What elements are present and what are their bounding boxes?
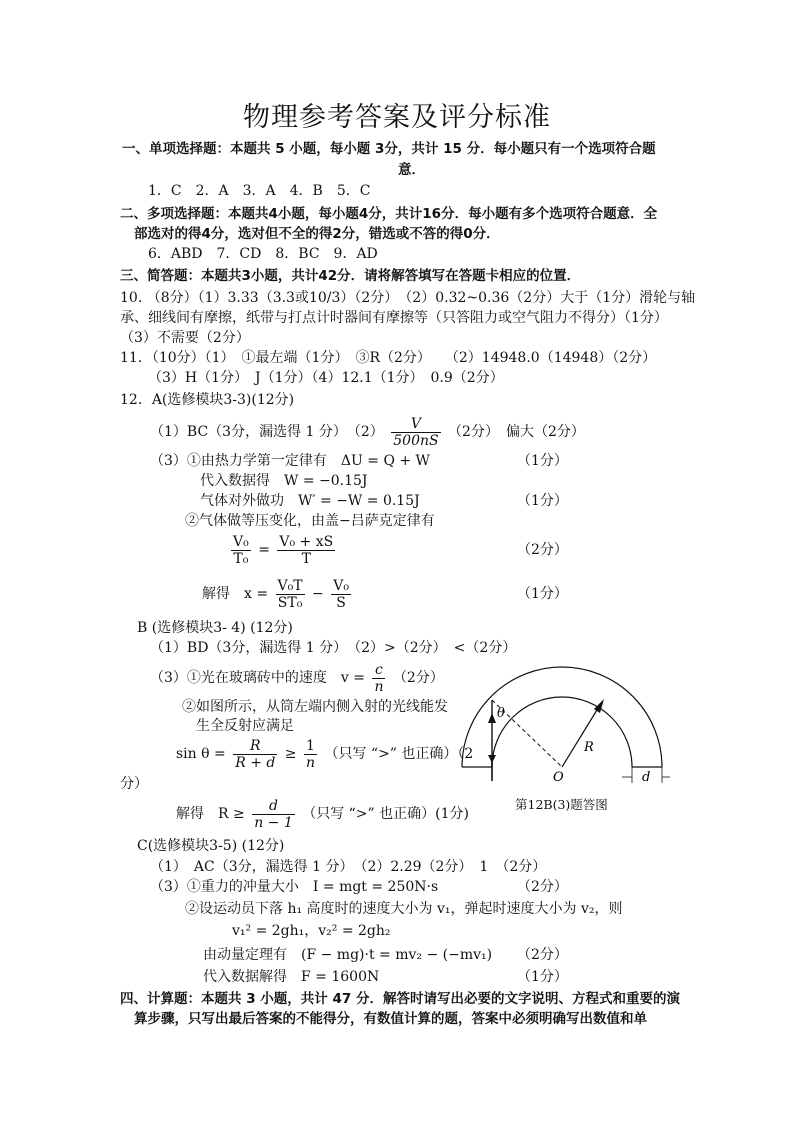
q12a-gay-lussac-equation	[228, 530, 338, 570]
section-1-answers: 1．C 2．A 3．A 4．B 5．C	[148, 183, 371, 199]
fraction-numerator: V	[391, 416, 440, 433]
section-2-heading: 二、多项选择题：本题共4小题，每小题4分，共计16分．每小题有多个选项符合题意．全	[120, 206, 658, 222]
fraction-denominator: S	[336, 594, 346, 611]
sin-note: （只写 “>” 也正确）（2	[324, 746, 474, 762]
page-title: 物理参考答案及评分标准	[243, 102, 551, 133]
radius-label: R	[584, 740, 594, 755]
figure-caption: 第12B(3)题答图	[515, 797, 608, 812]
radius-line	[562, 705, 600, 767]
score-label: （2分）	[517, 947, 568, 963]
fraction-numerator: V₀ + xS	[279, 533, 334, 550]
q12a-part-3-line-4: ②气体做等压变化，由盖−吕萨克定律有	[185, 513, 435, 529]
q10-line-3: （3）不需要（2分）	[120, 330, 250, 346]
solution-label: 解得 R ≥	[176, 806, 245, 822]
solution-note: （只写 “>” 也正确）(1分)	[302, 806, 469, 822]
q12a-solution	[202, 574, 354, 614]
q12b-part-3-line-3: 生全反射应满足	[196, 718, 294, 734]
fraction-denominator: n − 1	[254, 814, 293, 831]
center-label: O	[553, 770, 564, 785]
section-4-heading: 四、计算题：本题共 3 小题，共计 47 分．解答时请写出必要的文字说明、方程式和重要的演	[120, 991, 680, 1007]
q12b-heading: B (选修模块3- 4) (12分)	[137, 620, 293, 636]
sin-label: sin θ =	[176, 746, 226, 762]
fraction-denominator: T₀	[233, 550, 249, 567]
q11-line-1: 11．（10分）（1） ①最左端（1分） ③R（2分） （2）14948.0（14948）（2分）	[120, 350, 657, 366]
q11-line-2: （3）H（1分） J（1分）（4）12.1（1分） 0.9（2分）	[148, 370, 504, 386]
section-2-answers: 6．ABD 7．CD 8．BC 9．AD	[148, 246, 378, 262]
fraction-lhs	[231, 534, 251, 567]
fraction-denominator: 500nS	[393, 432, 439, 449]
q12a-part-3-line-1: （3）①由热力学第一定律有 ΔU = Q + W	[150, 453, 430, 469]
q12c-part-1: （1） AC（3分，漏选得 1 分） （2）2.29（2分） 1 （2分）	[150, 859, 547, 875]
score-label: （2分）	[517, 879, 568, 895]
section-4-heading-cont: 算步骤，只写出最后答案的不能得分，有数值计算的题，答案中必须明确写出数值和单	[134, 1011, 647, 1027]
q12b-part-3-line-2: ②如图所示，从筒左端内侧入射的光线能发	[182, 699, 448, 715]
speed-label: （3）①光在玻璃砖中的速度 v =	[150, 670, 365, 686]
q12c-part-3-line-4: 由动量定理有 (F − mg)·t = mv₂ − (−mv₁)	[203, 947, 493, 963]
section-3-heading: 三、简答题：本题共3小题，共计42分．请将解答填写在答题卡相应的位置．	[120, 268, 581, 284]
q12c-part-3-line-5: 代入数据解得 F = 1600N	[203, 969, 380, 985]
q10-line-1: 10. （8分）（1）3.33（3.3或10/3）（2分） （2）0.32~0.36（2分）大于（1分）滑轮与轴	[120, 290, 696, 306]
q12a-part-1-post: （2分） 偏大（2分）	[448, 424, 585, 440]
fraction-r-over-rd	[233, 738, 277, 771]
q12b-solution	[176, 794, 469, 834]
fraction-denominator: ST₀	[277, 594, 303, 611]
fraction-numerator: c	[372, 662, 385, 679]
score-label: （2分）	[517, 542, 568, 558]
fraction-numerator: d	[252, 798, 295, 815]
equals-sign: =	[258, 542, 270, 558]
q12c-part-3-line-3: v₁² = 2gh₁，v₂² = 2gh₂	[232, 923, 391, 939]
fraction-denominator: R + d	[235, 754, 276, 771]
q12b-part-3-line-1	[150, 660, 444, 696]
score-label: （1分）	[517, 969, 568, 985]
thickness-label: d	[642, 770, 651, 785]
score-label: （2分）	[392, 670, 444, 686]
score-label: （1分）	[517, 493, 568, 509]
fraction-rhs	[277, 534, 335, 567]
q12b-sin-note-wrap: 分）	[120, 776, 148, 792]
fraction-numerator: V₀	[333, 577, 349, 594]
ray-arrow-icon	[488, 713, 496, 723]
q12a-heading: 12．A(选修模块3-3)(12分)	[120, 392, 295, 408]
fraction-1	[276, 578, 305, 611]
semicircular-glass-figure	[460, 655, 670, 815]
fraction-denominator: n	[305, 754, 316, 771]
solution-label: 解得 x =	[202, 586, 269, 602]
q12c-part-3-line-2: ②设运动员下落 h₁ 高度时的速度大小为 v₁，弹起时速度大小为 v₂，则	[185, 901, 623, 917]
q12c-part-3-line-1: （3）①重力的冲量大小 I = mgt = 250N·s	[150, 879, 439, 895]
fraction-denominator: n	[374, 678, 384, 695]
q12c-heading: C(选修模块3-5) (12分)	[137, 838, 285, 854]
fraction-c-over-n	[372, 662, 385, 695]
q12a-part-3-line-2: 代入数据得 W = −0.15J	[200, 473, 368, 489]
fraction-numerator: V₀	[233, 533, 249, 550]
q12a-part-1	[150, 415, 585, 449]
q12a-part-1-pre: （1）BC（3分，漏选得 1 分） （2）	[150, 424, 384, 440]
fraction-1-over-n	[304, 738, 317, 771]
section-2-heading-cont: 部选对的得4分，选对但不全的得2分，错选或不答的得0分．	[134, 226, 500, 242]
fraction-d-over-n-1	[252, 798, 295, 831]
geq-sign: ≥	[284, 746, 297, 762]
fraction-v-over-500ns	[391, 416, 440, 449]
fraction-2	[331, 578, 351, 611]
q10-line-2: 承、细线间有摩擦，纸带与打点计时器间有摩擦等（只答阻力或空气阻力不得分）（1分）	[120, 310, 668, 326]
fraction-denominator: T	[301, 550, 311, 567]
fraction-numerator: V₀T	[277, 577, 303, 594]
section-1-heading: 一、单项选择题：本题共 5 小题，每小题 3分，共计 15 分．每小题只有一个选项符合题	[122, 141, 656, 157]
fraction-numerator: R	[233, 738, 277, 755]
q12b-sin-inequality	[176, 734, 473, 774]
minus-sign: −	[312, 586, 324, 602]
fraction-numerator: 1	[304, 738, 317, 755]
score-label: （1分）	[517, 586, 568, 602]
theta-label: θ	[497, 706, 505, 721]
q12b-part-1: （1）BD（3分，漏选得 1 分） （2）>（2分） <（2分）	[150, 640, 517, 656]
score-label: （1分）	[517, 453, 568, 469]
q12a-part-3-line-3: 气体对外做功 W′ = −W = 0.15J	[200, 493, 420, 509]
section-1-heading-cont: 意．	[398, 162, 425, 178]
